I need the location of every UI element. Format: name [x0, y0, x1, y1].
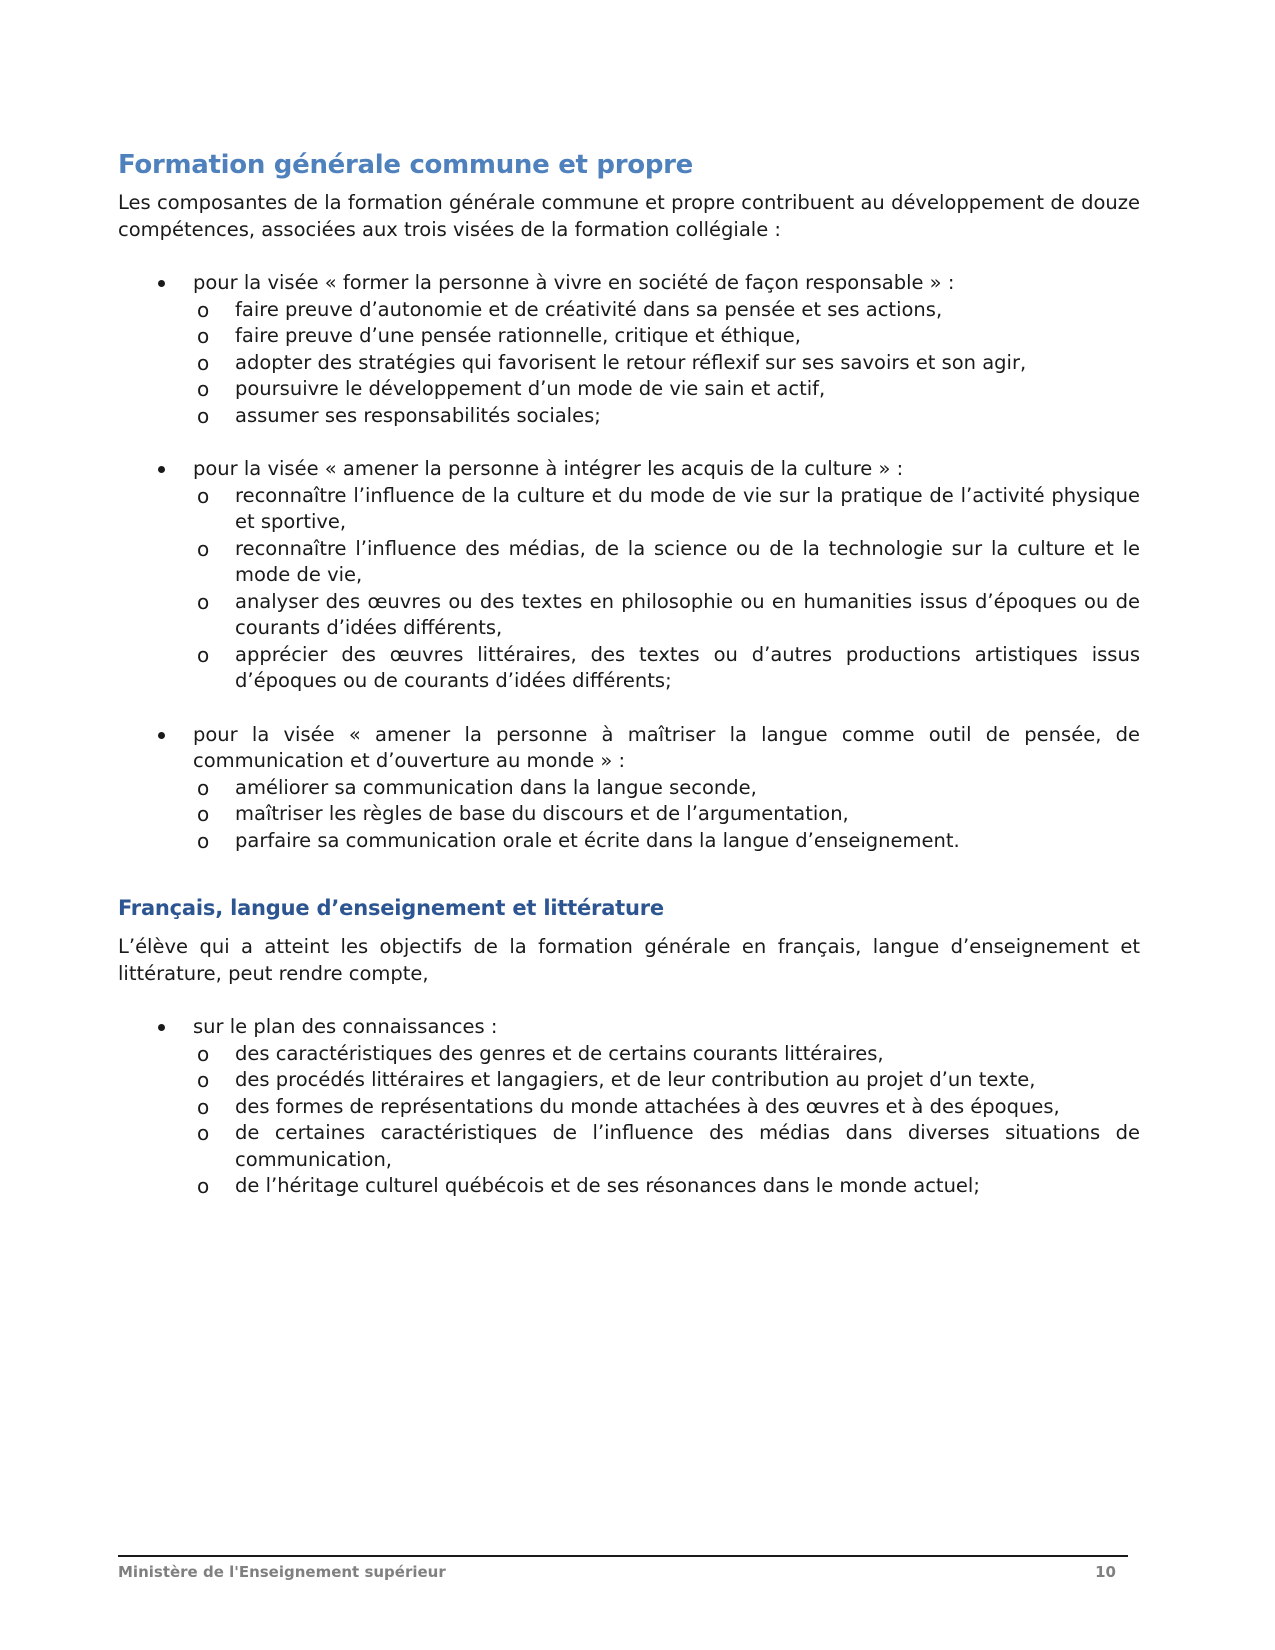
visee-label: pour la visée « amener la personne à intégrer les acquis de la culture » :	[193, 457, 904, 480]
sub-list-item	[193, 1067, 1140, 1094]
sub-list	[193, 775, 1140, 855]
subsection-intro: L’élève qui a atteint les objectifs de la formation générale en français, langue d’enseignement et littérature, peut rendre compte,	[118, 935, 1140, 985]
sub-list-item	[193, 376, 1140, 403]
circle-bullet-icon: o	[197, 1094, 210, 1119]
sub-item-text: maîtriser les règles de base du discours et de l’argumentation,	[235, 802, 849, 825]
circle-bullet-icon: o	[197, 403, 210, 428]
circle-bullet-icon: o	[197, 1068, 210, 1092]
circle-bullet-icon: o	[197, 350, 210, 375]
sub-item-text: parfaire sa communication orale et écrite dans la langue d’enseignement.	[235, 828, 960, 852]
plan-label: sur le plan des connaissances :	[193, 1015, 498, 1038]
circle-bullet-icon: o	[197, 483, 210, 508]
circle-bullet-icon: o	[197, 828, 210, 853]
sub-list-item	[193, 297, 1140, 324]
sub-list-item	[193, 589, 1140, 642]
sub-list-item	[193, 801, 1140, 828]
visees-list	[118, 270, 1140, 854]
circle-bullet-icon: o	[197, 297, 210, 322]
sub-item-text: des formes de représentations du monde attachées à des œuvres et à des époques,	[235, 1094, 1060, 1118]
sub-item-text: de certaines caractéristiques de l’influence des médias dans diverses situations de communication,	[235, 1121, 1140, 1171]
sub-list	[193, 1041, 1140, 1200]
sub-list-item	[193, 1173, 1140, 1200]
circle-bullet-icon: o	[197, 536, 210, 561]
list-item	[118, 722, 1140, 855]
page-footer	[118, 1555, 1128, 1581]
sub-item-text: améliorer sa communication dans la langue seconde,	[235, 775, 757, 799]
sub-list-item	[193, 483, 1140, 536]
sub-list-item	[193, 350, 1140, 377]
sub-item-text: assumer ses responsabilités sociales;	[235, 403, 601, 427]
sub-item-text: apprécier des œuvres littéraires, des textes ou d’autres productions artistiques issus d’époques ou de courants d’idées différents;	[235, 642, 1140, 692]
document-page	[118, 148, 1140, 1200]
bullet-icon	[158, 280, 165, 287]
sub-list-item	[193, 403, 1140, 430]
footer-publisher: Ministère de l'Enseignement supérieur	[118, 1563, 446, 1581]
sub-item-text: de l’héritage culturel québécois et de ses résonances dans le monde actuel;	[235, 1174, 980, 1197]
sub-item-text: reconnaître l’influence des médias, de la science ou de la technologie sur la culture et le mode de vie,	[235, 536, 1140, 586]
sub-item-text: poursuivre le développement d’un mode de vie sain et actif,	[235, 377, 826, 400]
sub-list-item	[193, 1094, 1140, 1121]
sub-item-text: reconnaître l’influence de la culture et du mode de vie sur la pratique de l’activité physique et sportive,	[235, 483, 1140, 533]
section-intro: Les composantes de la formation générale commune et propre contribuent au développement de douze compétences, associées aux trois visées de la formation collégiale :	[118, 191, 1140, 241]
sub-list	[193, 483, 1140, 695]
circle-bullet-icon: o	[197, 324, 210, 348]
list-item	[118, 1014, 1140, 1200]
sub-item-text: faire preuve d’une pensée rationnelle, critique et éthique,	[235, 324, 801, 347]
circle-bullet-icon: o	[197, 1174, 210, 1198]
circle-bullet-icon: o	[197, 802, 210, 826]
plans-list	[118, 1014, 1140, 1200]
bullet-icon	[158, 1024, 165, 1031]
sub-list-item	[193, 1120, 1140, 1173]
sub-list	[193, 297, 1140, 430]
sub-list-item	[193, 775, 1140, 802]
list-item	[118, 456, 1140, 695]
section-title: Formation générale commune et propre	[118, 150, 693, 180]
sub-list-item	[193, 536, 1140, 589]
sub-item-text: adopter des stratégies qui favorisent le retour réflexif sur ses savoirs et son agir,	[235, 350, 1027, 374]
circle-bullet-icon: o	[197, 642, 210, 667]
footer-page-number: 10	[1095, 1563, 1116, 1581]
circle-bullet-icon: o	[197, 775, 210, 800]
sub-item-text: des caractéristiques des genres et de certains courants littéraires,	[235, 1041, 884, 1065]
visee-label: pour la visée « former la personne à vivre en société de façon responsable » :	[193, 271, 955, 294]
bullet-icon	[158, 732, 165, 739]
sub-list-item	[193, 323, 1140, 350]
circle-bullet-icon: o	[197, 1121, 210, 1145]
sub-list-item	[193, 1041, 1140, 1068]
sub-list-item	[193, 642, 1140, 695]
sub-item-text: faire preuve d’autonomie et de créativité dans sa pensée et ses actions,	[235, 297, 943, 321]
sub-item-text: des procédés littéraires et langagiers, et de leur contribution au projet d’un texte,	[235, 1068, 1036, 1091]
subsection-title: Français, langue d’enseignement et littérature	[118, 896, 664, 920]
sub-list-item	[193, 828, 1140, 855]
circle-bullet-icon: o	[197, 589, 210, 614]
visee-label: pour la visée « amener la personne à maîtriser la langue comme outil de pensée, de communication et d’ouverture au monde » :	[193, 722, 1140, 772]
circle-bullet-icon: o	[197, 1041, 210, 1066]
sub-item-text: analyser des œuvres ou des textes en philosophie ou en humanities issus d’époques ou de courants d’idées différents,	[235, 589, 1140, 639]
bullet-icon	[158, 466, 165, 473]
list-item	[118, 270, 1140, 429]
circle-bullet-icon: o	[197, 377, 210, 401]
